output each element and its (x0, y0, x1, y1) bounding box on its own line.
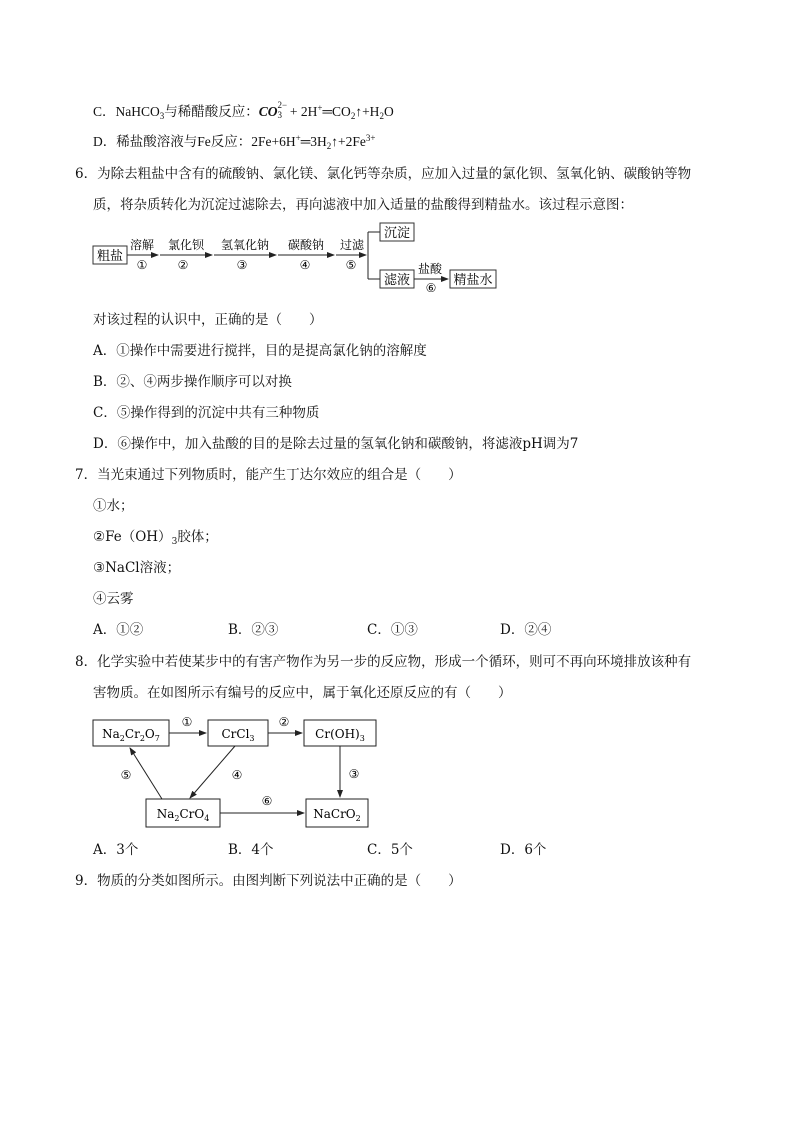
q7-option-c: C．①③ (367, 622, 418, 638)
q7-item-1: ①水； (93, 498, 134, 514)
reaction-4-label: ④ (231, 768, 243, 782)
q6-option-d: D．⑥操作中，加入盐酸的目的是除去过量的氢氧化钠和碳酸钠，将滤液pH调为7 (93, 436, 579, 452)
q8-stem-line2: 害物质。在如图所示有编号的反应中，属于氧化还原反应的有（ ） (93, 685, 512, 701)
flow-step4-label: 碳酸钠 (287, 238, 325, 252)
q8-option-b: B．4个 (228, 842, 274, 858)
flow-step1-num: ① (136, 258, 148, 272)
flow-step2-label: 氯化钡 (167, 238, 205, 252)
reaction-5-label: ⑤ (120, 768, 132, 782)
q6-option-a: A．①操作中需要进行搅拌，目的是提高氯化钠的溶解度 (93, 343, 427, 359)
q5-option-d: D．稀盐酸溶液与Fe反应：$2Fe+6H^+═3H_2↑+2Fe^{3+}$ (93, 133, 376, 151)
q7-item-3: ③NaCl溶液； (93, 560, 181, 576)
flow-end-label: 精盐水 (453, 273, 493, 288)
q8-option-c: C．5个 (367, 842, 413, 858)
q8-option-d: D．6个 (500, 842, 547, 858)
flow-step2-num: ② (177, 258, 189, 272)
flow-step6-label: 盐酸 (417, 262, 443, 276)
flow-step6-num: ⑥ (425, 281, 437, 292)
flow-step4-num: ④ (299, 258, 311, 272)
q7-stem: 7．当光束通过下列物质时，能产生丁达尔效应的组合是（ ） (75, 467, 462, 483)
q6-option-b: B．②、④两步操作顺序可以对换 (93, 374, 292, 390)
q6-flow-diagram (90, 222, 510, 292)
q9-stem: 9．物质的分类如图所示。由图判断下列说法中正确的是（ ） (75, 873, 462, 889)
svg-text:CrCl3: CrCl$_3$ (221, 727, 255, 743)
q7-option-d: D．②④ (500, 622, 552, 638)
reaction-1-label: ① (181, 715, 193, 729)
q7-option-a: A．①② (93, 622, 144, 638)
svg-text:Cr(OH)3: $Cr(OH)_3$ (315, 727, 365, 743)
q8-cycle-diagram (90, 712, 380, 837)
q6-stem-line2: 质，将杂质转化为沉淀过滤除去，再向滤液中加入适量的盐酸得到精盐水。该过程示意图： (93, 197, 633, 213)
flow-bottom-out-label: 滤液 (383, 273, 411, 288)
flow-step3-label: 氢氧化钠 (220, 238, 270, 252)
q6-prompt: 对该过程的认识中，正确的是（ ） (93, 312, 323, 328)
q7-item-2: $②Fe(OH)_3$胶体； (93, 529, 218, 547)
q6-stem-line1: 6．为除去粗盐中含有的硫酸钠、氯化镁、氯化钙等杂质，应加入过量的氯化钡、氢氧化钠、碳酸钠等物 (75, 166, 692, 182)
q6-option-c: C．⑤操作得到的沉淀中共有三种物质 (93, 405, 320, 421)
flow-start-label: 粗盐 (96, 249, 124, 264)
flow-step1-label: 溶解 (129, 238, 155, 252)
flow-top-out-label: 沉淀 (383, 226, 411, 241)
q7-item-4: ④云雾 (93, 591, 134, 607)
svg-text:NaCrO2: NaCrO$_2$ (313, 807, 361, 823)
svg-text:Na2Cr2O7: $Na_2Cr_2O_7$ (102, 727, 160, 743)
reaction-3-label: ③ (348, 767, 360, 781)
q5-option-c: C．NaHCO$_3$与稀醋酸反应：CO 2− 3 + $2H^+═CO_2↑+H_2O$ (93, 100, 394, 121)
flow-step5-label: 过滤 (339, 238, 365, 252)
reaction-2-label: ② (278, 715, 290, 729)
flow-step3-num: ③ (236, 258, 248, 272)
q8-option-a: A．3个 (93, 842, 139, 858)
svg-text:Na2CrO4: $Na_2CrO_4$ (156, 807, 210, 823)
q8-stem-line1: 8．化学实验中若使某步中的有害产物作为另一步的反应物，形成一个循环，则可不再向环境排放该种有 (75, 654, 692, 670)
reaction-6-label: ⑥ (261, 794, 273, 808)
q7-option-b: B．②③ (228, 622, 279, 638)
flow-step5-num: ⑤ (345, 258, 357, 272)
